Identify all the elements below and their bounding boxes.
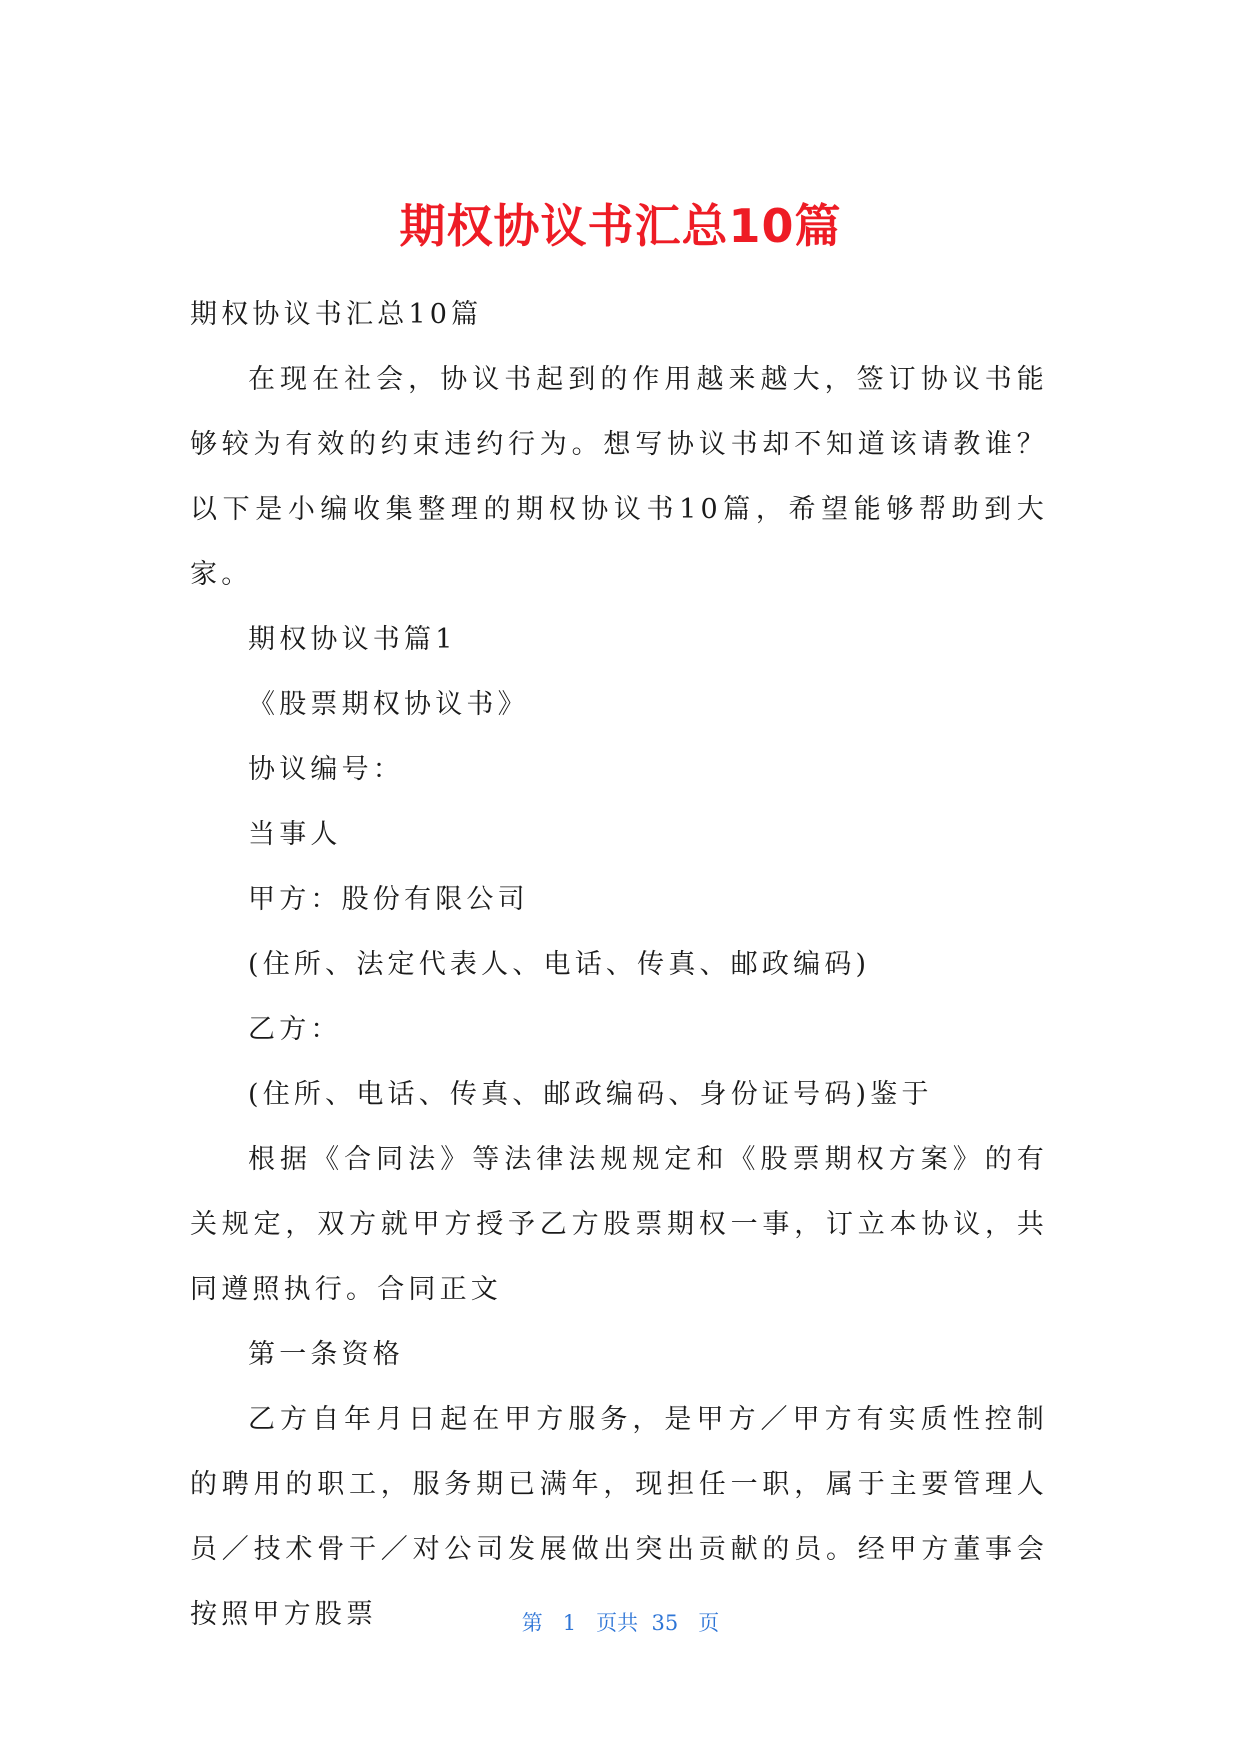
paragraph: 期权协议书篇1: [248, 624, 457, 655]
document-title: 期权协议书汇总10篇: [399, 199, 842, 253]
paragraph: 协议编号：: [248, 754, 404, 785]
paragraph: 甲方：股份有限公司: [248, 884, 529, 915]
paragraph: (住所、法定代表人、电话、传真、邮政编码): [248, 949, 871, 980]
paragraph: 《股票期权协议书》: [248, 689, 529, 720]
document-body: [190, 282, 1048, 1647]
paragraph: 期权协议书汇总10篇: [190, 299, 483, 330]
paragraph: 在现在社会，协议书起到的作用越来越大，签订协议书能够较为有效的约束违约行为。想写协议书却不知道该请教谁？以下是小编收集整理的期权协议书10篇，希望能够帮助到大家。: [190, 364, 1048, 590]
paragraph: 乙方自年月日起在甲方服务，是甲方／甲方有实质性控制的聘用的职工，服务期已满年，现担任一职，属于主要管理人员／技术骨干／对公司发展做出突出贡献的员。经甲方董事会按照甲方股票: [190, 1404, 1048, 1630]
paragraph: 第一条资格: [248, 1339, 404, 1370]
paragraph: 根据《合同法》等法律法规规定和《股票期权方案》的有关规定，双方就甲方授予乙方股票期权一事，订立本协议，共同遵照执行。合同正文: [190, 1144, 1048, 1305]
page-footer: 第 1 页共 35 页: [521, 1611, 720, 1635]
paragraph: (住所、电话、传真、邮政编码、身份证号码)鉴于: [248, 1079, 933, 1110]
paragraph: 当事人: [248, 819, 342, 850]
paragraph: 乙方：: [248, 1014, 342, 1045]
